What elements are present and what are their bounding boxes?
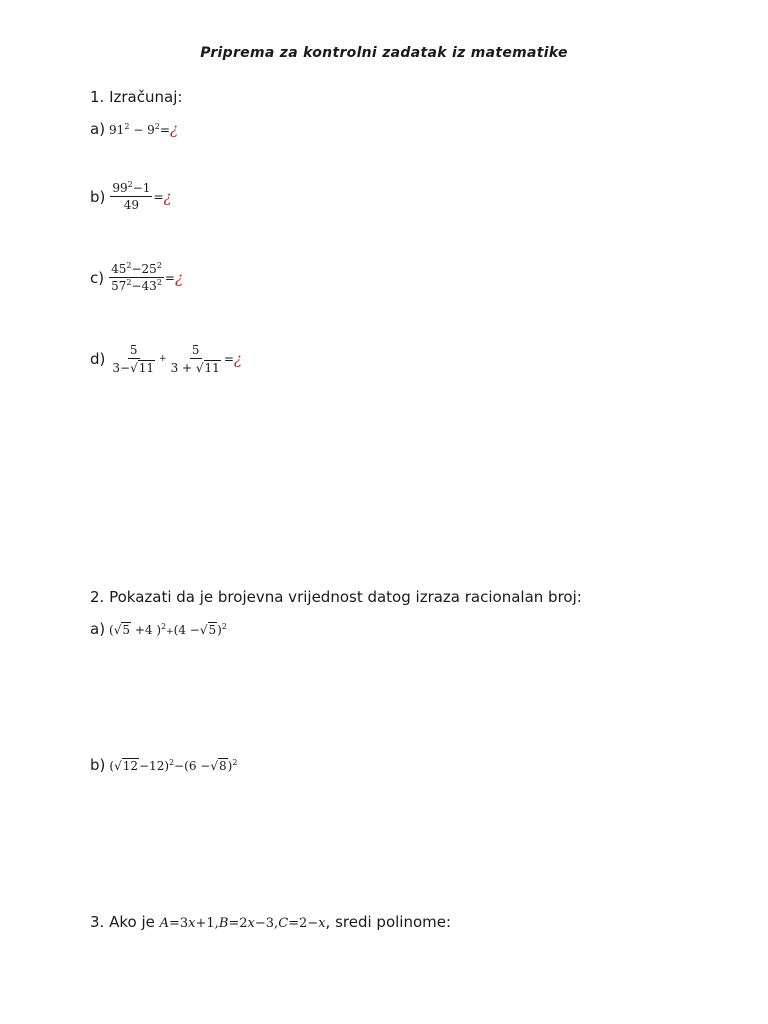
task1-c-expr xyxy=(108,262,183,293)
question-mark: ¿ xyxy=(169,120,178,138)
term: 57 xyxy=(111,279,127,293)
term: −12) xyxy=(139,758,170,773)
var-A: A xyxy=(159,916,169,931)
equals: = xyxy=(159,123,170,137)
fraction xyxy=(110,343,157,375)
question-mark: ¿ xyxy=(174,268,184,287)
exponent: 2 xyxy=(161,621,167,631)
var-B: B xyxy=(218,916,229,931)
term: 43 xyxy=(141,279,157,293)
var-C: C xyxy=(278,916,289,931)
operator: − xyxy=(131,262,142,276)
term: −3, xyxy=(254,916,279,931)
term: 91 xyxy=(109,123,125,137)
term: 3− xyxy=(112,361,131,375)
exponent: 2 xyxy=(156,261,162,270)
task3-heading xyxy=(90,913,451,931)
fraction xyxy=(109,262,164,293)
term: −1 xyxy=(132,181,151,195)
radicand: 5 xyxy=(208,622,217,637)
exponent: 2 xyxy=(154,122,160,131)
sqrt: √5 xyxy=(113,622,131,637)
exponent: 2 xyxy=(232,757,238,767)
paren: ) xyxy=(227,758,233,773)
radicand: 8 xyxy=(219,758,227,773)
denominator: 49 xyxy=(123,198,140,212)
task3-definitions xyxy=(160,916,326,931)
page-title: Priprema za kontrolni zadatak iz matematike xyxy=(200,45,568,61)
equals: = xyxy=(153,189,164,204)
denominator xyxy=(169,359,223,375)
radicand: 12 xyxy=(122,758,138,773)
question-mark: ¿ xyxy=(233,350,242,368)
numerator: 5 xyxy=(129,343,138,357)
exponent: 2 xyxy=(124,122,130,131)
question-mark: ¿ xyxy=(163,187,172,206)
term: 25 xyxy=(141,262,157,276)
task1-a xyxy=(90,120,178,138)
task1-b-label: b) xyxy=(90,187,106,206)
task2-b-expr xyxy=(109,758,237,773)
sqrt: √11 xyxy=(195,361,220,375)
task1-d-expr xyxy=(109,343,242,375)
term: =3 xyxy=(169,916,189,931)
task1-heading: 1. Izračunaj: xyxy=(90,88,183,106)
var-x: x xyxy=(188,916,196,931)
task2-b xyxy=(90,756,237,774)
exponent: 2 xyxy=(169,757,175,767)
task1-d-label: d) xyxy=(90,350,106,368)
term: 9 xyxy=(147,123,155,137)
exponent: 2 xyxy=(156,278,162,287)
plus: + xyxy=(166,626,174,637)
term: (6 − xyxy=(184,758,211,773)
var-x: x xyxy=(318,916,326,931)
paren: ) xyxy=(217,622,222,637)
term: +4 ) xyxy=(131,622,162,637)
task1-c xyxy=(90,262,183,293)
task1-c-label: c) xyxy=(90,268,105,287)
task2-heading: 2. Pokazati da je brojevna vrijednost datog izraza racionalan broj: xyxy=(90,588,582,606)
task2-b-label: b) xyxy=(90,756,106,774)
task1-b-expr xyxy=(109,181,171,212)
term: +1, xyxy=(195,916,219,931)
fraction xyxy=(169,343,223,375)
equals: = xyxy=(164,270,175,285)
paren: ( xyxy=(109,622,114,637)
numerator xyxy=(110,181,152,197)
task2-a-expr xyxy=(109,622,227,637)
term: =2− xyxy=(288,916,319,931)
sqrt: √5 xyxy=(199,622,217,637)
task1-a-label: a) xyxy=(90,120,106,138)
exponent: 2 xyxy=(127,180,133,189)
operator: − xyxy=(131,279,142,293)
task1-b xyxy=(90,181,172,212)
denominator xyxy=(109,278,164,293)
exponent: 2 xyxy=(126,278,132,287)
task2-a-label: a) xyxy=(90,620,106,638)
numerator xyxy=(109,262,164,278)
term: =2 xyxy=(228,916,248,931)
operator: − xyxy=(133,123,144,137)
task1-a-expr xyxy=(109,120,178,138)
sqrt: √8 xyxy=(210,758,227,773)
exponent: 2 xyxy=(126,261,132,270)
exponent: 2 xyxy=(221,621,227,631)
minus: − xyxy=(174,758,185,773)
term: 3 + xyxy=(170,361,196,375)
denominator xyxy=(110,359,157,375)
radicand: 5 xyxy=(122,622,131,637)
sqrt: √12 xyxy=(114,758,138,773)
sqrt: √11 xyxy=(130,361,155,375)
term: (4 − xyxy=(173,622,200,637)
task3-heading-end: , sredi polinome: xyxy=(325,913,452,931)
plus: + xyxy=(159,354,167,364)
term: 99 xyxy=(112,181,128,195)
fraction xyxy=(110,181,152,212)
var-x: x xyxy=(247,916,255,931)
paren: ( xyxy=(109,758,115,773)
term: 45 xyxy=(111,262,127,276)
numerator: 5 xyxy=(191,343,200,357)
radicand: 11 xyxy=(138,361,155,375)
equals: = xyxy=(223,352,234,366)
task2-a xyxy=(90,620,227,638)
task1-d xyxy=(90,343,242,375)
task3-heading-start: 3. Ako je xyxy=(90,913,160,931)
radicand: 11 xyxy=(204,361,220,375)
